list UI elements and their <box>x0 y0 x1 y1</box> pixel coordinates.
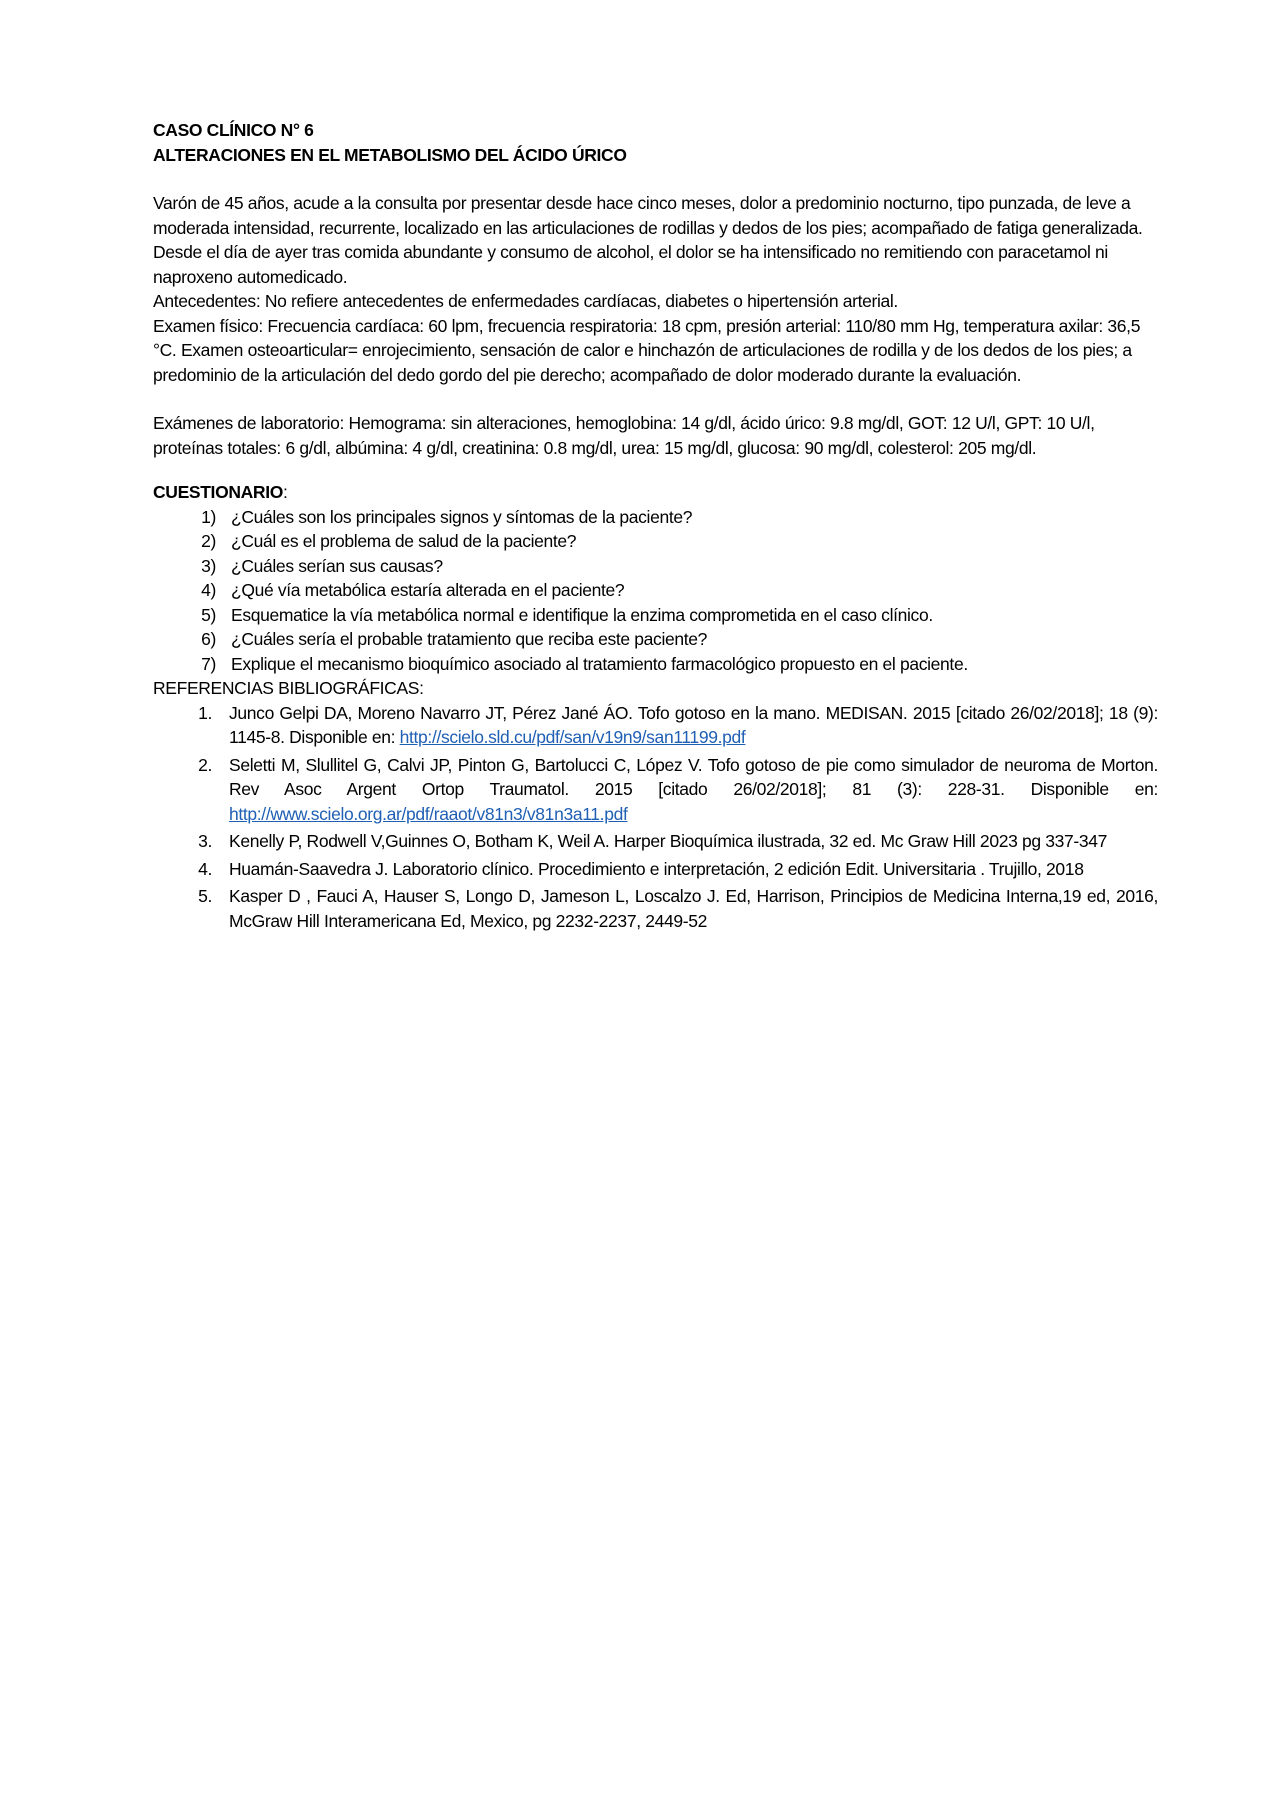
reference-citation: Junco Gelpi DA, Moreno Navarro JT, Pérez Jané ÁO. Tofo gotoso en la mano. MEDISAN. 2015 [citado 26/02/2018]; 18 (9): 1145-8. Disponible en: <box>229 702 1158 747</box>
question-text: ¿Cuál es el problema de salud de la paciente? <box>231 531 577 551</box>
reference-number: 3. <box>198 831 212 851</box>
reference-link[interactable]: http://www.scielo.org.ar/pdf/raaot/v81n3/v81n3a11.pdf <box>229 803 628 824</box>
antecedentes-text: Antecedentes: No refiere antecedentes de enfermedades cardíacas, diabetes o hipertensión arterial. <box>153 291 898 311</box>
reference-item <box>153 701 1158 750</box>
reference-text: Kasper D , Fauci A, Hauser S, Longo D, Jameson L, Loscalzo J. Ed, Harrison, Principios de Medicina Interna,19 ed, 2016, McGraw Hill Interamericana Ed, Mexico, pg 2232-2237, 2449-52 <box>229 886 1158 931</box>
reference-item <box>153 857 1158 882</box>
reference-item <box>153 829 1158 854</box>
reference-number: 4. <box>198 858 212 879</box>
references-list <box>153 701 1158 934</box>
reference-item <box>153 753 1158 827</box>
reference-number: 5. <box>198 886 212 906</box>
reference-text <box>229 701 1158 750</box>
question-text: ¿Cuáles son los principales signos y síntomas de la paciente? <box>231 506 693 527</box>
reference-number: 2. <box>198 754 212 775</box>
question-item <box>153 529 1158 554</box>
question-item <box>153 505 1158 530</box>
questionnaire-heading-colon: : <box>282 482 288 502</box>
lab-results-text: Exámenes de laboratorio: Hemograma: sin alteraciones, hemoglobina: 14 g/dl, ácido úrico: 9.8 mg/dl, GOT: 12 U/l, GPT: 10 U/l, proteínas totales: 6 g/dl, albúmina: 4 g/dl, creatinina: 0.8 mg/dl, urea: 15 mg/dl, glucosa: 90 mg/dl, colesterol: 205 mg/dl. <box>153 413 1095 458</box>
reference-item <box>153 884 1158 933</box>
references-heading: REFERENCIAS BIBLIOGRÁFICAS: <box>153 678 424 698</box>
question-number: 5) <box>201 604 216 625</box>
questionnaire-heading <box>153 480 1158 505</box>
document-subtitle: ALTERACIONES EN EL METABOLISMO DEL ÁCIDO ÚRICO <box>153 144 627 165</box>
physical-exam-text: Examen físico: Frecuencia cardíaca: 60 lpm, frecuencia respiratoria: 18 cpm, presión arterial: 110/80 mm Hg, temperatura axilar: 36,5 °C. Examen osteoarticular= enrojecimiento, sensación de calor e hinchazón de articulaciones de rodilla y de los dedos de los pies; a predominio de la articulación del dedo gordo del pie derecho; acompañado de dolor moderado durante la evaluación. <box>153 315 1141 385</box>
question-number: 1) <box>201 506 216 527</box>
question-number: 7) <box>201 653 216 674</box>
questionnaire-list <box>153 505 1158 677</box>
document-page <box>153 118 1158 936</box>
question-item <box>153 627 1158 652</box>
reference-citation: Seletti M, Slullitel G, Calvi JP, Pinton G, Bartolucci C, López V. Tofo gotoso de pie como simulador de neuroma de Morton. Rev Asoc Argent Ortop Traumatol. 2015 [citado 26/02/2018]; 81 (3): 228-31. Disponible en: <box>229 754 1158 799</box>
questionnaire-heading-label: CUESTIONARIO <box>153 482 283 502</box>
reference-text: Huamán-Saavedra J. Laboratorio clínico. Procedimiento e interpretación, 2 edición Edit. Universitaria . Trujillo, 2018 <box>229 858 1084 879</box>
question-text: ¿Cuáles serían sus causas? <box>231 555 443 576</box>
case-title: CASO CLÍNICO N° 6 <box>153 120 314 140</box>
question-text: ¿Qué vía metabólica estaría alterada en el paciente? <box>231 580 625 600</box>
question-item <box>153 652 1158 677</box>
case-history: Varón de 45 años, acude a la consulta por presentar desde hace cinco meses, dolor a predominio nocturno, tipo punzada, de leve a moderada intensidad, recurrente, localizado en las articulaciones de rodillas y dedos de los pies; acompañado de fatiga generalizada. Desde el día de ayer tras comida abundante y consumo de alcohol, el dolor se ha intensificado no remitiendo con paracetamol ni naproxeno automedicado. <box>153 193 1143 287</box>
reference-number: 1. <box>198 702 212 723</box>
question-text: Explique el mecanismo bioquímico asociado al tratamiento farmacológico propuesto en el paciente. <box>231 653 968 674</box>
question-text: ¿Cuáles sería el probable tratamiento que reciba este paciente? <box>231 629 708 649</box>
reference-link[interactable]: http://scielo.sld.cu/pdf/san/v19n9/san11199.pdf <box>399 727 746 747</box>
question-number: 3) <box>201 555 216 576</box>
reference-text <box>229 753 1158 827</box>
question-number: 4) <box>201 580 216 600</box>
reference-text: Kenelly P, Rodwell V,Guinnes O, Botham K, Weil A. Harper Bioquímica ilustrada, 32 ed. Mc Graw Hill 2023 pg 337-347 <box>229 831 1108 851</box>
question-text: Esquematice la vía metabólica normal e identifique la enzima comprometida en el caso clínico. <box>231 604 933 625</box>
question-number: 6) <box>201 629 216 649</box>
question-item <box>153 603 1158 628</box>
question-item <box>153 554 1158 579</box>
question-number: 2) <box>201 531 216 551</box>
question-item <box>153 578 1158 603</box>
